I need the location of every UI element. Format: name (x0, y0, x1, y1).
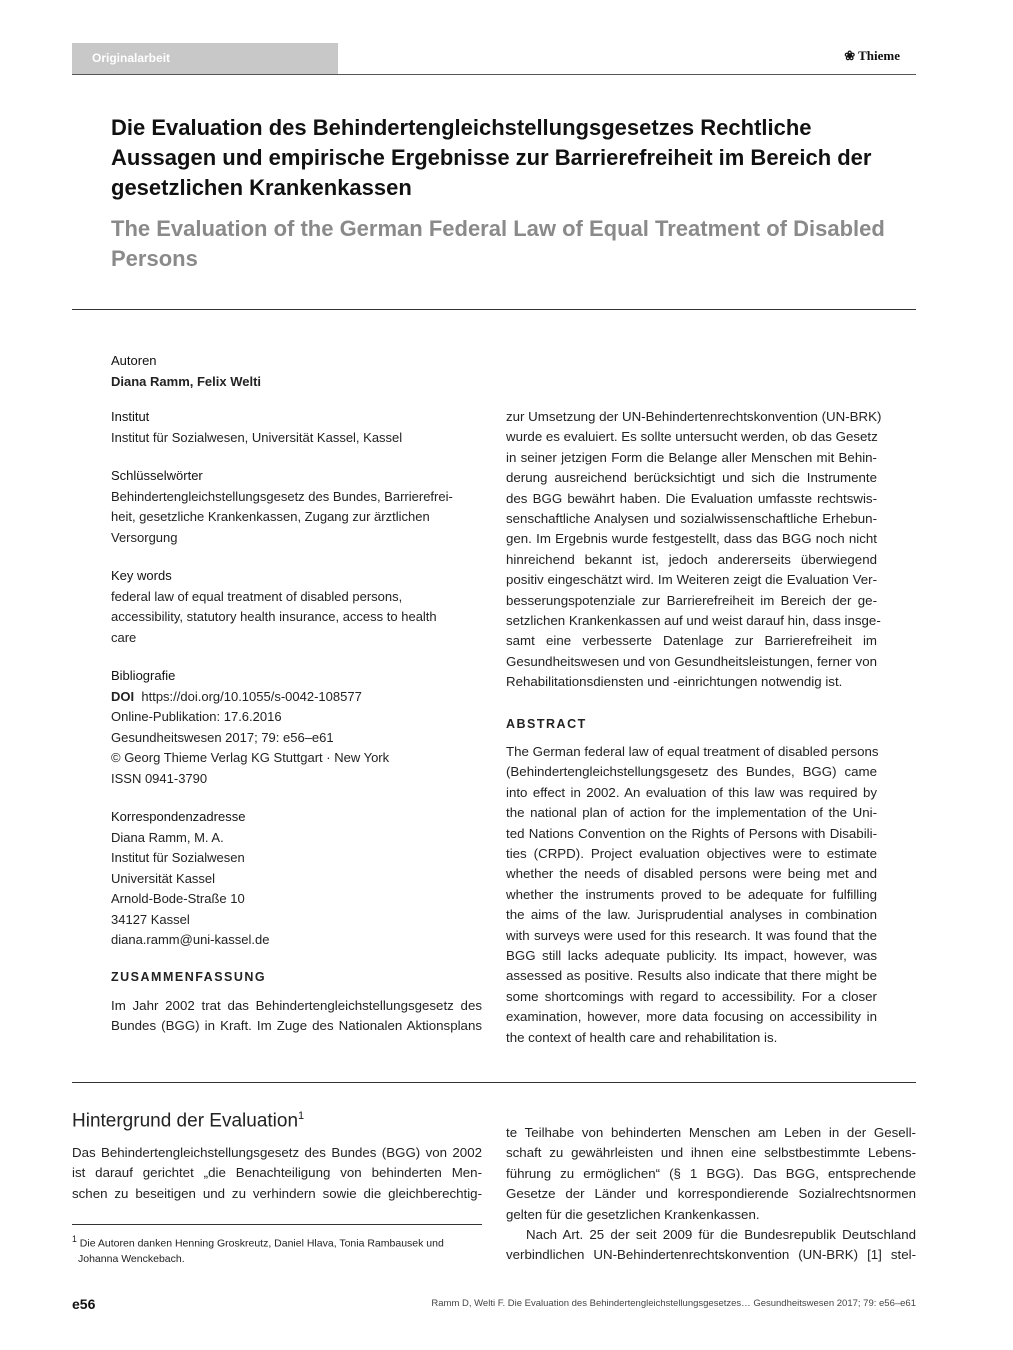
text-line: Gesundheitswesen und von Gesundheitsleistungen, ferner von (506, 653, 877, 669)
keywords-en-label: Key words (111, 568, 172, 583)
bibliography-block (111, 666, 491, 789)
text-line: whether the needs of disabled persons were being met and (506, 866, 877, 882)
text-line: the context of health care and rehabilitation is. (506, 1029, 778, 1045)
bibliography-line: © Georg Thieme Verlag KG Stuttgart · New York (111, 750, 390, 765)
article-title: Die Evaluation des Behindertengleichstellungsgesetzes Rechtliche Aussagen und empirische Ergebnisse zur Barrierefreiheit im Bereich der gesetzlichen Krankenkassen (111, 115, 872, 200)
text-line: the national plan of action for the implementation of the Uni- (506, 805, 877, 821)
correspondence-line: Arnold-Bode-Straße 10 (111, 891, 245, 906)
institute-label: Institut (111, 409, 150, 424)
text-line: te Teilhabe von behinderten Menschen am Leben in der Gesell- (506, 1125, 916, 1140)
footnote-line: Johanna Wenckebach. (78, 1252, 185, 1265)
bibliography-line: Gesundheitswesen 2017; 79: e56–e61 (111, 729, 334, 745)
text-line: hinreichend bekannt ist, jedoch andererseits überwiegend (506, 551, 877, 567)
header-rule (72, 74, 916, 75)
keywords-de-block (111, 466, 491, 548)
section-text-right (506, 1123, 916, 1266)
text-line: zur Umsetzung der UN-Behindertenrechtskonvention (UN-BRK) (506, 409, 882, 424)
correspondence-block (111, 807, 491, 951)
running-footer: Ramm D, Welti F. Die Evaluation des Behindertengleichstellungsgesetzes… Gesundheitswesen 2017; 79: e56–e61 (431, 1298, 916, 1309)
section-heading-text: Hintergrund der Evaluation (72, 1110, 299, 1132)
bibliography-label: Bibliografie (111, 668, 176, 683)
text-line: whether the instruments proved to be adequate for fulfilling (506, 886, 877, 902)
zusammenfassung-text-right (506, 407, 882, 693)
thieme-logo-icon: ❀ (844, 48, 856, 63)
text-line: Bundes (BGG) in Kraft. Im Zuge des Nationalen Aktionsplans (111, 1018, 482, 1034)
abstract-divider (72, 1082, 916, 1083)
footnote-text: Die Autoren danken Henning Groskreutz, Daniel Hlava, Tonia Rambausek und (79, 1237, 444, 1250)
keywords-en-line: accessibility, statutory health insurance, access to health (111, 609, 437, 624)
text-line: Im Jahr 2002 trat das Behindertengleichstellungsgesetz des (111, 998, 482, 1013)
abstract-heading: ABSTRACT (506, 717, 587, 731)
publisher-logo (844, 48, 900, 64)
keywords-en-line: federal law of equal treatment of disabled persons, (111, 588, 403, 604)
text-line: ties (CRPD). Project evaluation objectives were to estimate (506, 846, 877, 862)
text-line: the aims of the law. Jurisprudential analyses in combination (506, 907, 877, 923)
abstract-text (506, 742, 877, 1048)
text-line: The German federal law of equal treatment of disabled persons (506, 744, 879, 759)
text-line: Gesetze der Länder und korrespondierende Sozialrechtsnormen (506, 1186, 916, 1202)
text-line: wurde es evaluiert. Es sollte untersucht werden, ob das Gesetz (506, 429, 878, 445)
correspondence-line: Diana Ramm, M. A. (111, 829, 224, 845)
text-line: senschaftliche Analysen und sozialwissenschaftliche Erhebun- (506, 511, 877, 527)
email-link[interactable]: diana.ramm@uni-kassel.de (111, 932, 270, 947)
keywords-de-line: heit, gesetzliche Krankenkassen, Zugang zur ärztlichen (111, 509, 430, 524)
publisher-name: Thieme (858, 48, 900, 63)
text-line: Rehabilitationsdiensten und -einrichtungen notwendig ist. (506, 674, 843, 690)
text-line: gen. Im Ergebnis wurde festgestellt, dass das BGG noch nicht (506, 531, 877, 547)
text-line: ist darauf gerichtet „die Benachteiligung von behinderten Men- (72, 1165, 482, 1181)
authors: Diana Ramm, Felix Welti (111, 373, 262, 389)
text-line: some shortcomings with regard to accessibility. For a closer (506, 988, 877, 1004)
institute-block (111, 407, 491, 448)
bibliography-line: Online-Publikation: 17.6.2016 (111, 709, 282, 724)
zusammenfassung-heading: ZUSAMMENFASSUNG (111, 970, 267, 984)
text-line: besserungspotenziale zur Barrierefreiheit im Bereich der ge- (506, 592, 877, 608)
text-line: derung ausreichend berücksichtigt und sich die Instrumente (506, 470, 877, 486)
text-line: ted Nations Convention on the Rights of Persons with Disabili- (506, 825, 877, 841)
keywords-de-label: Schlüsselwörter (111, 468, 203, 483)
bibliography-line: ISSN 0941-3790 (111, 770, 208, 786)
correspondence-line: Universität Kassel (111, 870, 216, 886)
correspondence-line: Institut für Sozialwesen (111, 850, 245, 865)
institute: Institut für Sozialwesen, Universität Kassel, Kassel (111, 429, 403, 445)
keywords-en-line: care (111, 629, 137, 645)
text-line: examination, however, more data focusing on accessibility in (506, 1009, 877, 1025)
zusammenfassung-text-left (111, 996, 482, 1037)
page-number: e56 (72, 1296, 96, 1312)
keywords-en-block (111, 566, 491, 648)
text-line: positiv eingeschätzt wird. Im Weiteren zeigt die Evaluation Ver- (506, 572, 877, 588)
section-heading (72, 1110, 304, 1132)
keywords-de-line: Behindertengleichstellungsgesetz des Bundes, Barrierefrei- (111, 488, 453, 504)
text-line: assessed as positive. Results also indicate that there might be (506, 968, 877, 984)
footnote-line (72, 1232, 482, 1252)
article-title-english: The Evaluation of the German Federal Law of Equal Treatment of Disabled Persons (111, 216, 885, 271)
text-line: BGG still lacks adequate publicity. Its impact, however, was (506, 948, 877, 964)
doi-line (111, 687, 491, 708)
title-divider (72, 309, 916, 310)
text-line: samt eine verbesserte Datenlage zur Barrierefreiheit im (506, 633, 877, 649)
footnote (72, 1232, 482, 1267)
text-line: with surveys were used for this research. It was found that the (506, 927, 877, 943)
metadata-column (111, 351, 491, 951)
text-line: in seiner jetzigen Form die Belange aller Menschen mit Behin- (506, 449, 877, 465)
text-line: des BGG bewährt haben. Die Evaluation umfasste rechtswis- (506, 490, 877, 506)
footnote-rule (72, 1224, 482, 1225)
correspondence-line: 34127 Kassel (111, 911, 190, 927)
keywords-de-line: Versorgung (111, 529, 178, 545)
article-type-tag: Originalarbeit (72, 43, 338, 74)
authors-label: Autoren (111, 353, 157, 368)
correspondence-label: Korrespondenzadresse (111, 809, 246, 824)
text-line: schaft zu gewährleisten und ihnen eine selbstbestimmte Lebens- (506, 1145, 916, 1161)
authors-block (111, 351, 491, 392)
text-line: gelten für die gesetzlichen Krankenkassen. (506, 1206, 760, 1222)
doi-link[interactable]: https://doi.org/10.1055/s-0042-108577 (141, 688, 362, 704)
text-line: führung zu ermöglichen“ (§ 1 BGG). Das BGG, entsprechende (506, 1165, 916, 1181)
footnote-mark: 1 (72, 1234, 77, 1244)
doi-label: DOI (111, 688, 135, 704)
text-line: schen zu beseitigen und zu verhindern sowie die gleichberechtig- (72, 1185, 482, 1201)
text-line: (Behindertengleichstellungsgesetz des Bundes, BGG) came (506, 764, 877, 780)
text-line: into effect in 2002. An evaluation of this law was required by (506, 784, 877, 800)
text-line: verbindlichen UN-Behindertenrechtskonvention (UN-BRK) [1] stel- (506, 1247, 916, 1263)
text-line: Das Behindertengleichstellungsgesetz des Bundes (BGG) von 2002 (72, 1145, 482, 1160)
section-text-left (72, 1143, 482, 1204)
footnote-reference[interactable]: 1 (298, 1110, 305, 1122)
text-line: setzlichen Krankenkassen auf und weist darauf hin, dass insge- (506, 613, 881, 629)
text-line: Nach Art. 25 der seit 2009 für die Bundesrepublik Deutschland (526, 1227, 916, 1243)
